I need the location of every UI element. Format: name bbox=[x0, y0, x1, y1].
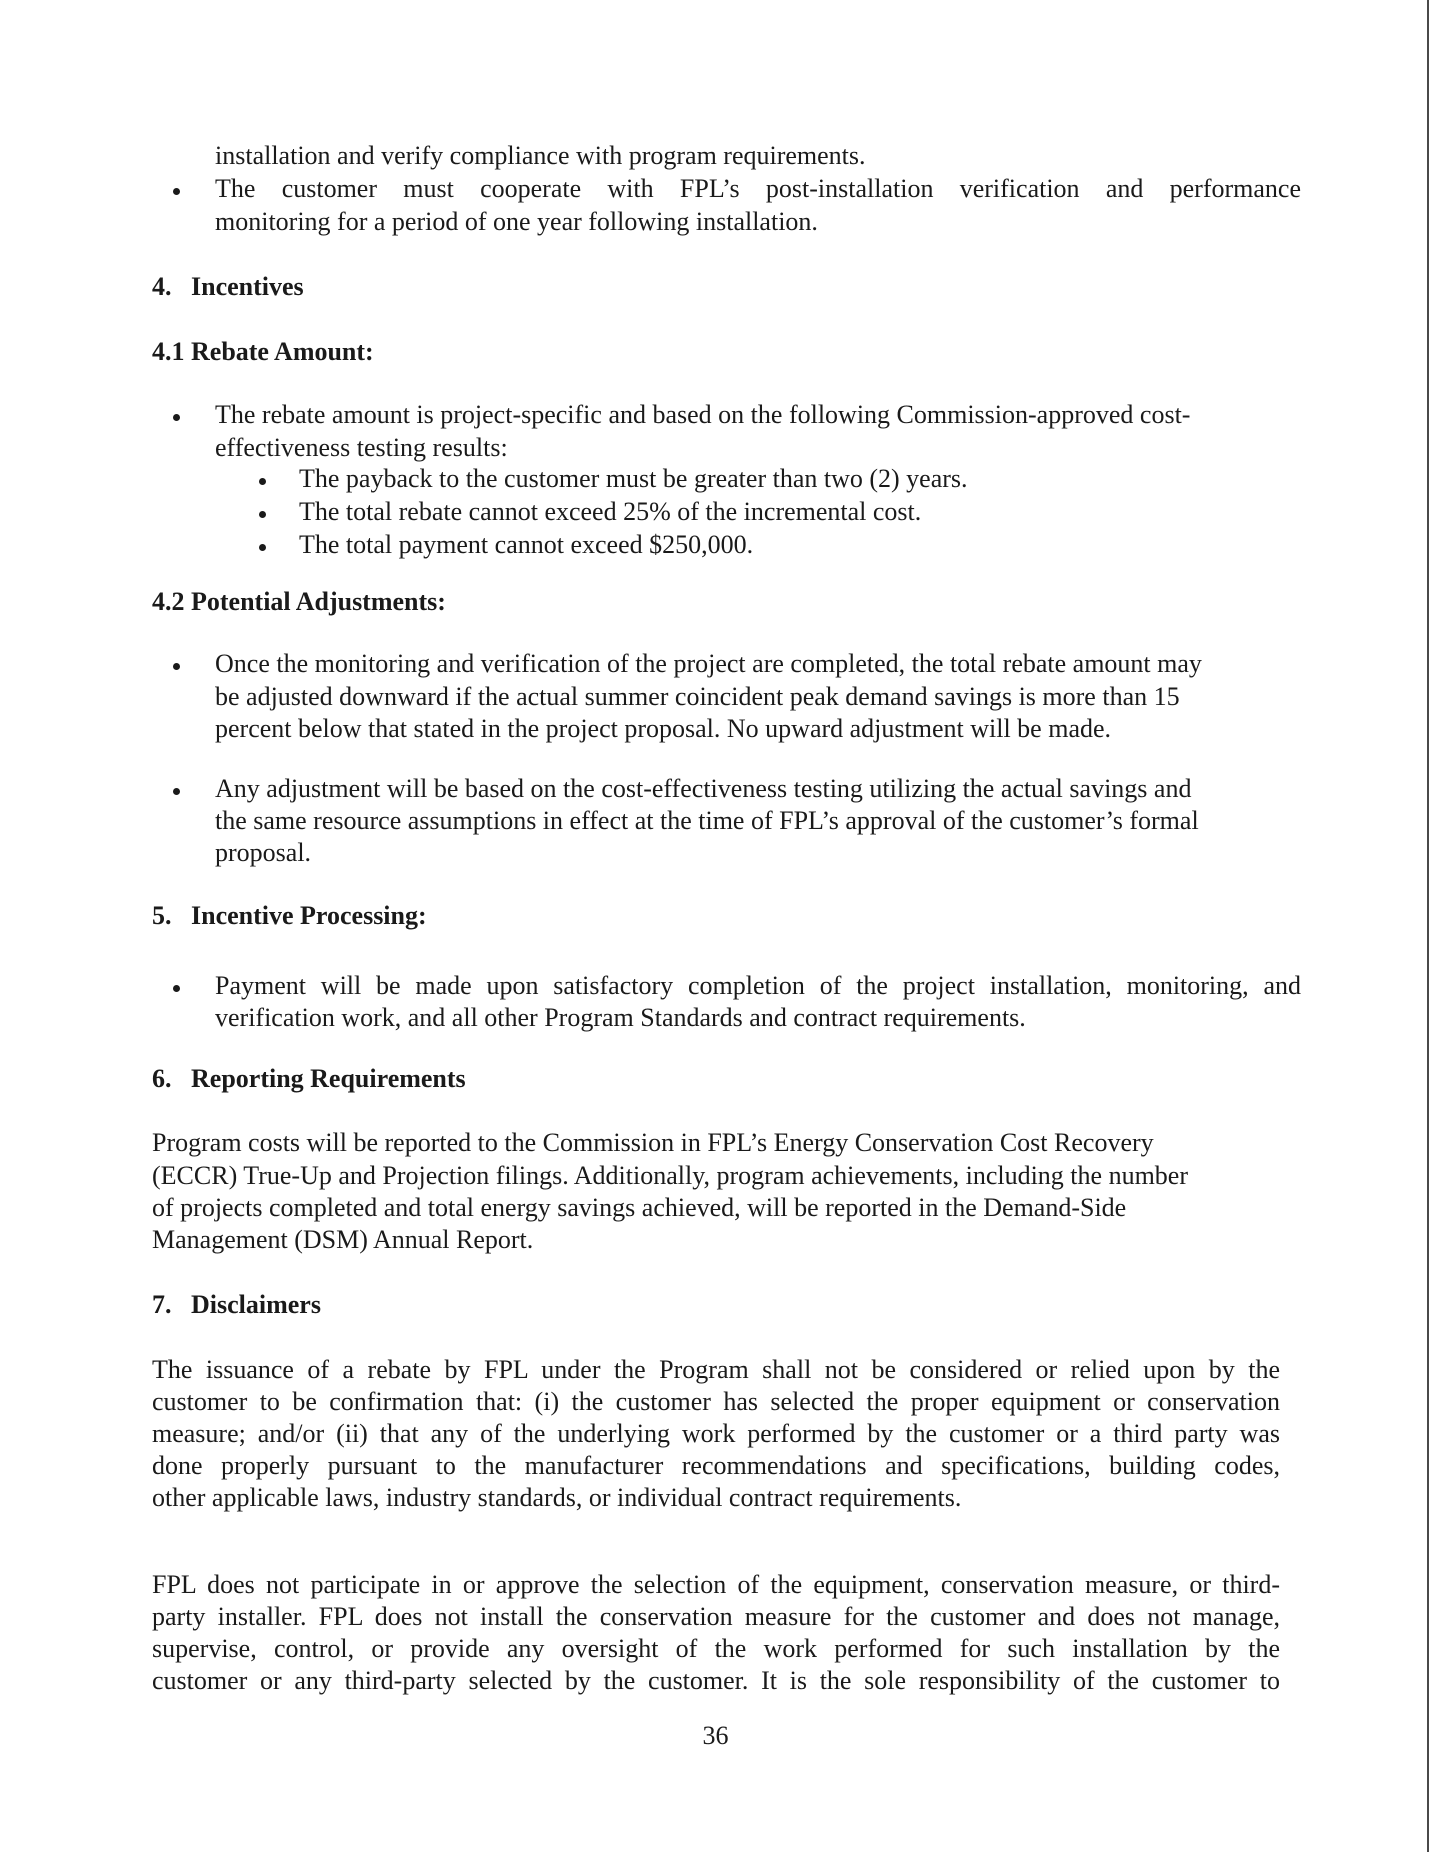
intro-line: installation and verify compliance with program requirements. bbox=[215, 141, 866, 170]
disclaimer-line: done properly pursuant to the manufacturer recommendations and specifications, building codes, bbox=[152, 1451, 1280, 1480]
disclaimer-line: measure; and/or (ii) that any of the underlying work performed by the customer or a third party was bbox=[152, 1419, 1280, 1448]
rebate-bullet-line: The rebate amount is project-specific and based on the following Commission-approved cost- bbox=[215, 400, 1191, 429]
disclaimer-line: other applicable laws, industry standards, or individual contract requirements. bbox=[152, 1483, 962, 1512]
bullet-icon bbox=[173, 414, 180, 421]
intro-bullet-line: monitoring for a period of one year following installation. bbox=[215, 207, 818, 236]
bullet-icon bbox=[173, 788, 180, 795]
intro-bullet-line: The customer must cooperate with FPL’s post-installation verification and performance bbox=[215, 174, 1301, 203]
reporting-line: of projects completed and total energy savings achieved, will be reported in the Demand-Side bbox=[152, 1193, 1127, 1222]
section-heading: 6. Reporting Requirements bbox=[152, 1064, 466, 1093]
adjustment-bullet-line: percent below that stated in the project proposal. No upward adjustment will be made. bbox=[215, 714, 1112, 743]
adjustment-bullet-line: be adjusted downward if the actual summer coincident peak demand savings is more than 15 bbox=[215, 682, 1180, 711]
reporting-line: (ECCR) True-Up and Projection filings. Additionally, program achievements, including the number bbox=[152, 1161, 1188, 1190]
bullet-icon bbox=[173, 985, 180, 992]
disclaimer-line: supervise, control, or provide any oversight of the work performed for such installation by the bbox=[152, 1634, 1280, 1663]
disclaimer-line: The issuance of a rebate by FPL under the Program shall not be considered or relied upon by the bbox=[152, 1355, 1280, 1384]
section-heading: 5. Incentive Processing: bbox=[152, 901, 427, 930]
reporting-line: Program costs will be reported to the Commission in FPL’s Energy Conservation Cost Recovery bbox=[152, 1128, 1154, 1157]
bullet-icon bbox=[259, 478, 266, 485]
page-number: 36 bbox=[702, 1721, 729, 1750]
adjustment-bullet-line: the same resource assumptions in effect at the time of FPL’s approval of the customer’s formal bbox=[215, 806, 1199, 835]
bullet-icon bbox=[173, 188, 180, 195]
bullet-icon bbox=[173, 663, 180, 670]
disclaimer-line: customer to be confirmation that: (i) the customer has selected the proper equipment or conservation bbox=[152, 1387, 1280, 1416]
bullet-icon bbox=[259, 544, 266, 551]
sub-bullet-item: The total payment cannot exceed $250,000. bbox=[299, 530, 754, 559]
bullet-icon bbox=[259, 511, 266, 518]
adjustment-bullet-line: Once the monitoring and verification of the project are completed, the total rebate amount may bbox=[215, 649, 1202, 678]
page-edge-line bbox=[1427, 0, 1429, 1852]
disclaimer-line: party installer. FPL does not install the conservation measure for the customer and does not manage, bbox=[152, 1602, 1280, 1631]
section-heading: 4. Incentives bbox=[152, 272, 304, 301]
subsection-heading: 4.1 Rebate Amount: bbox=[152, 337, 374, 366]
rebate-bullet-line: effectiveness testing results: bbox=[215, 433, 508, 462]
adjustment-bullet-line: proposal. bbox=[215, 838, 312, 867]
adjustment-bullet-line: Any adjustment will be based on the cost-effectiveness testing utilizing the actual savings and bbox=[215, 774, 1192, 803]
processing-bullet-line: verification work, and all other Program Standards and contract requirements. bbox=[215, 1003, 1026, 1032]
subsection-heading: 4.2 Potential Adjustments: bbox=[152, 587, 446, 616]
reporting-line: Management (DSM) Annual Report. bbox=[152, 1225, 534, 1254]
sub-bullet-item: The payback to the customer must be greater than two (2) years. bbox=[299, 464, 968, 493]
processing-bullet-line: Payment will be made upon satisfactory completion of the project installation, monitoring, and bbox=[215, 971, 1301, 1000]
section-heading: 7. Disclaimers bbox=[152, 1290, 321, 1319]
disclaimer-line: FPL does not participate in or approve the selection of the equipment, conservation measure, or third- bbox=[152, 1570, 1280, 1599]
disclaimer-line: customer or any third-party selected by the customer. It is the sole responsibility of the customer to bbox=[152, 1666, 1280, 1695]
sub-bullet-item: The total rebate cannot exceed 25% of the incremental cost. bbox=[299, 497, 922, 526]
